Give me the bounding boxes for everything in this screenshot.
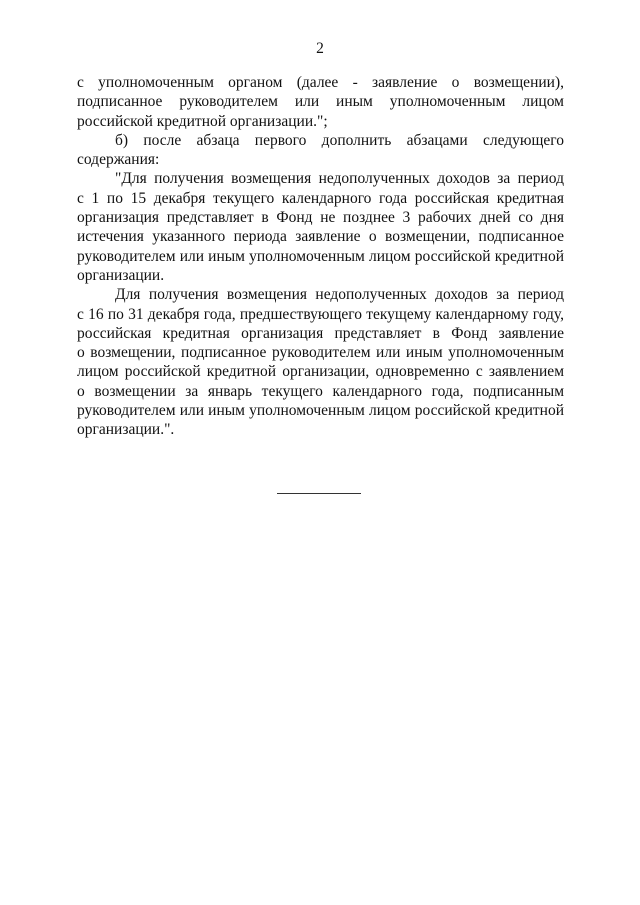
text-line: содержания: xyxy=(77,151,160,169)
text-line: российской кредитной организации."; xyxy=(77,112,328,130)
text-line: организации.". xyxy=(77,421,175,439)
text-line: о возмещении, подписанное руководителем или иным уполномоченным xyxy=(77,344,564,362)
text-line: с 1 по 15 декабря текущего календарного года российская кредитная xyxy=(77,189,564,207)
text-line: о возмещении за январь текущего календарного года, подписанным xyxy=(77,382,564,400)
text-line: руководителем или иным уполномоченным лицом российской кредитной xyxy=(77,402,564,420)
text-line: руководителем или иным уполномоченным лицом российской кредитной xyxy=(77,247,564,265)
text-line: подписанное руководителем или иным уполномоченным лицом xyxy=(77,93,564,111)
text-line: лицом российской кредитной организации, одновременно с заявлением xyxy=(77,363,564,381)
text-line: организации. xyxy=(77,266,165,284)
document-body xyxy=(77,73,564,440)
text-line: с 16 по 31 декабря года, предшествующего текущему календарному году, xyxy=(77,305,564,323)
text-line: с уполномоченным органом (далее - заявление о возмещении), xyxy=(77,74,564,91)
page-number: 2 xyxy=(316,40,324,57)
text-line: организация представляет в Фонд не позднее 3 рабочих дней со дня xyxy=(77,209,564,227)
end-separator-line xyxy=(277,493,361,494)
text-line: "Для получения возмещения недополученных доходов за период xyxy=(115,170,564,188)
text-line: Для получения возмещения недополученных доходов за период xyxy=(115,286,564,304)
text-line: российская кредитная организация представляет в Фонд заявление xyxy=(77,324,564,342)
text-line: б) после абзаца первого дополнить абзацами следующего xyxy=(115,131,564,149)
text-line: истечения указанного периода заявление о возмещении, подписанное xyxy=(77,228,564,246)
